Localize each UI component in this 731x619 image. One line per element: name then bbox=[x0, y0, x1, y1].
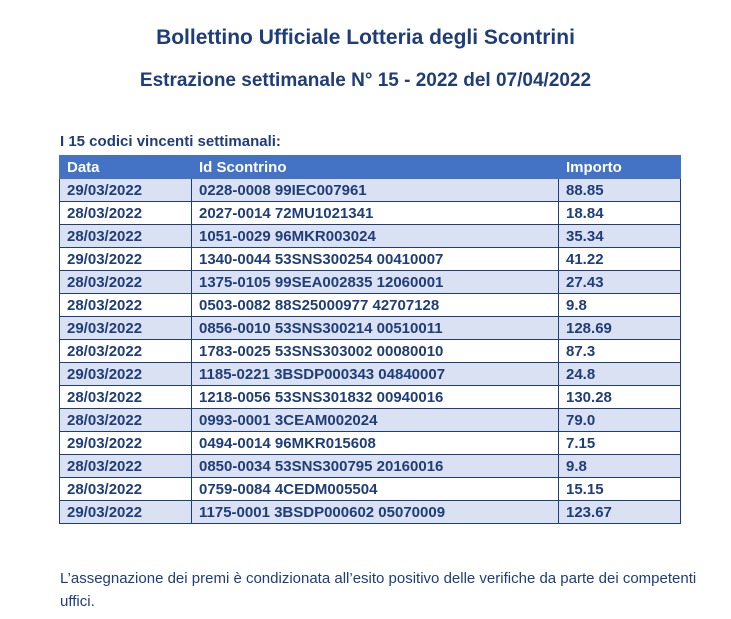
table-caption: I 15 codici vincenti settimanali: bbox=[60, 133, 281, 150]
table-body bbox=[60, 179, 681, 524]
cell-id-scontrino: 2027-0014 72MU1021341 bbox=[192, 202, 559, 225]
cell-importo: 79.0 bbox=[559, 409, 681, 432]
column-header-importo: Importo bbox=[559, 156, 681, 179]
cell-data: 29/03/2022 bbox=[60, 432, 192, 455]
table-row bbox=[60, 478, 681, 501]
cell-data: 28/03/2022 bbox=[60, 294, 192, 317]
cell-importo: 9.8 bbox=[559, 455, 681, 478]
cell-importo: 27.43 bbox=[559, 271, 681, 294]
cell-importo: 88.85 bbox=[559, 179, 681, 202]
table-row bbox=[60, 501, 681, 524]
cell-data: 29/03/2022 bbox=[60, 179, 192, 202]
cell-importo: 35.34 bbox=[559, 225, 681, 248]
table-row bbox=[60, 179, 681, 202]
cell-id-scontrino: 0503-0082 88S25000977 42707128 bbox=[192, 294, 559, 317]
cell-importo: 123.67 bbox=[559, 501, 681, 524]
cell-importo: 128.69 bbox=[559, 317, 681, 340]
cell-id-scontrino: 0228-0008 99IEC007961 bbox=[192, 179, 559, 202]
cell-importo: 24.8 bbox=[559, 363, 681, 386]
cell-importo: 41.22 bbox=[559, 248, 681, 271]
cell-data: 28/03/2022 bbox=[60, 340, 192, 363]
cell-id-scontrino: 1340-0044 53SNS300254 00410007 bbox=[192, 248, 559, 271]
cell-id-scontrino: 1218-0056 53SNS301832 00940016 bbox=[192, 386, 559, 409]
table-row bbox=[60, 340, 681, 363]
cell-id-scontrino: 0759-0084 4CEDM005504 bbox=[192, 478, 559, 501]
table-row bbox=[60, 409, 681, 432]
cell-id-scontrino: 0993-0001 3CEAM002024 bbox=[192, 409, 559, 432]
table-row bbox=[60, 202, 681, 225]
cell-id-scontrino: 1175-0001 3BSDP000602 05070009 bbox=[192, 501, 559, 524]
table-header-row bbox=[60, 156, 681, 179]
disclaimer-note: L’assegnazione dei premi è condizionata all’esito positivo delle verifiche da parte dei competenti uffici. bbox=[60, 570, 697, 610]
cell-data: 29/03/2022 bbox=[60, 363, 192, 386]
cell-id-scontrino: 0850-0034 53SNS300795 20160016 bbox=[192, 455, 559, 478]
cell-id-scontrino: 1051-0029 96MKR003024 bbox=[192, 225, 559, 248]
cell-importo: 9.8 bbox=[559, 294, 681, 317]
table-row bbox=[60, 386, 681, 409]
column-header-id-scontrino: Id Scontrino bbox=[192, 156, 559, 179]
cell-data: 28/03/2022 bbox=[60, 386, 192, 409]
cell-id-scontrino: 1375-0105 99SEA002835 12060001 bbox=[192, 271, 559, 294]
cell-data: 28/03/2022 bbox=[60, 225, 192, 248]
cell-importo: 87.3 bbox=[559, 340, 681, 363]
page-title: Bollettino Ufficiale Lotteria degli Scontrini bbox=[156, 26, 575, 49]
table-row bbox=[60, 271, 681, 294]
column-header-data: Data bbox=[60, 156, 192, 179]
cell-data: 29/03/2022 bbox=[60, 501, 192, 524]
table-row bbox=[60, 225, 681, 248]
cell-importo: 18.84 bbox=[559, 202, 681, 225]
cell-id-scontrino: 0856-0010 53SNS300214 00510011 bbox=[192, 317, 559, 340]
cell-data: 28/03/2022 bbox=[60, 202, 192, 225]
cell-id-scontrino: 1783-0025 53SNS303002 00080010 bbox=[192, 340, 559, 363]
cell-data: 29/03/2022 bbox=[60, 248, 192, 271]
cell-data: 28/03/2022 bbox=[60, 478, 192, 501]
page-subtitle: Estrazione settimanale N° 15 - 2022 del 07/04/2022 bbox=[139, 70, 592, 91]
cell-data: 28/03/2022 bbox=[60, 271, 192, 294]
cell-importo: 130.28 bbox=[559, 386, 681, 409]
winning-codes-table bbox=[59, 155, 681, 524]
table-row bbox=[60, 294, 681, 317]
cell-data: 28/03/2022 bbox=[60, 455, 192, 478]
cell-data: 29/03/2022 bbox=[60, 317, 192, 340]
table-row bbox=[60, 317, 681, 340]
table-row bbox=[60, 248, 681, 271]
table-row bbox=[60, 363, 681, 386]
cell-id-scontrino: 0494-0014 96MKR015608 bbox=[192, 432, 559, 455]
cell-data: 28/03/2022 bbox=[60, 409, 192, 432]
table-row bbox=[60, 455, 681, 478]
table-row bbox=[60, 432, 681, 455]
cell-importo: 15.15 bbox=[559, 478, 681, 501]
cell-importo: 7.15 bbox=[559, 432, 681, 455]
cell-id-scontrino: 1185-0221 3BSDP000343 04840007 bbox=[192, 363, 559, 386]
